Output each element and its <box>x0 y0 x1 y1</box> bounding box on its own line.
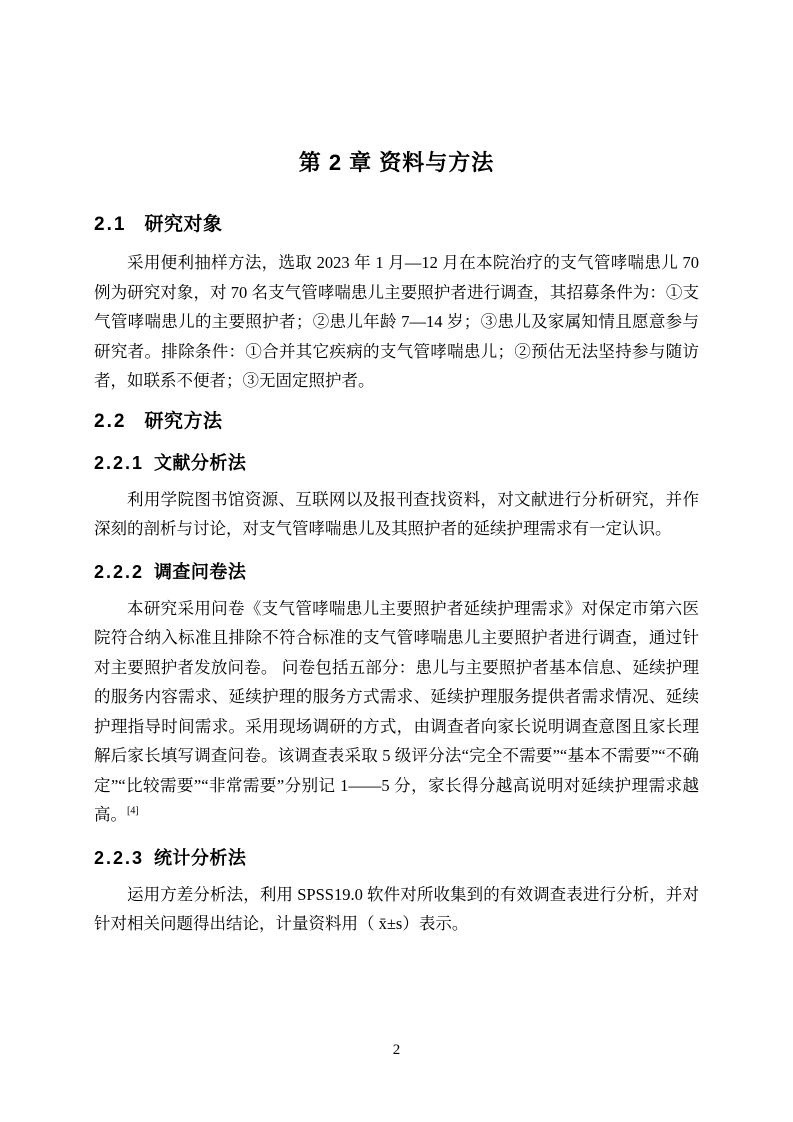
chapter-title: 第 2 章 资料与方法 <box>298 150 495 175</box>
subsection-2-2-3-heading <box>94 846 699 870</box>
subsection-2-2-1-title: 文献分析法 <box>153 452 247 473</box>
section-2-1 <box>94 212 699 396</box>
subsection-2-2-2-heading <box>94 560 699 584</box>
subsection-2-2-2-paragraph <box>94 594 699 830</box>
page-number: 2 <box>392 1042 401 1058</box>
subsection-2-2-3-paragraph: 运用方差分析法，利用 SPSS19.0 软件对所收集到的有效调查表进行分析，并对针对相关问题得出结论，计量资料用（ x̄±s）表示。 <box>94 884 699 933</box>
subsection-2-2-1-paragraph: 利用学院图书馆资源、互联网以及报刊查找资料，对文献进行分析研究，并作深刻的剖析与讨论，对支气管哮喘患儿及其照护者的延续护理需求有一定认识。 <box>94 489 699 538</box>
footnote-reference-4: [4] <box>127 805 139 817</box>
section-2-1-heading <box>94 212 699 238</box>
section-2-1-title: 研究对象 <box>144 214 223 235</box>
subsection-2-2-2-title: 调查问卷法 <box>153 561 247 582</box>
subsection-2-2-3-title: 统计分析法 <box>153 847 247 868</box>
subsection-2-2-2-number: 2.2.2 <box>94 561 145 582</box>
subsection-2-2-1-number: 2.2.1 <box>94 452 145 473</box>
section-2-2-title: 研究方法 <box>144 410 223 432</box>
section-2-2-heading <box>94 409 699 435</box>
subsection-2-2-3-number: 2.2.3 <box>94 847 145 868</box>
section-2-2-number: 2.2 <box>94 410 127 432</box>
section-2-1-number: 2.1 <box>94 214 127 235</box>
section-2-1-paragraph: 采用便利抽样方法，选取 2023 年 1 月—12 月在本院治疗的支气管哮喘患儿 70 例为研究对象，对 70 名支气管哮喘患儿主要照护者进行调查，其招募条件为：①支气管哮喘患儿的主要照护者；②患儿年龄 7—14 岁；③患儿及家属知情且愿意参与研究者。排除条件：①合并其它疾病的支气管哮喘患儿；②预估无法坚持参与随访者，如联系不便者；③无固定照护者。 <box>94 253 699 390</box>
subsection-2-2-1-heading <box>94 451 699 475</box>
subsection-2-2-2-paragraph-text: 本研究采用问卷《支气管哮喘患儿主要照护者延续护理需求》对保定市第六医院符合纳入标准且排除不符合标准的支气管哮喘患儿主要照护者进行调查，通过针对主要照护者发放问卷。 问卷包括五部分：患儿与主要照护者基本信息、延续护理的服务内容需求、延续护理的服务方式需求、延续护理服务提供者需求情况、延续护理指导时间需求。采用现场调研的方式，由调查者向家长说明调查意图且家长理解后家长填写调查问卷。该调查表采取 5 级评分法“完全不需要”“基本不需要”“不确定”“比较需要”“非常需要”分别记 1——5 分，家长得分越高说明对延续护理需求越高。 <box>94 598 699 824</box>
section-2-2 <box>94 409 699 939</box>
